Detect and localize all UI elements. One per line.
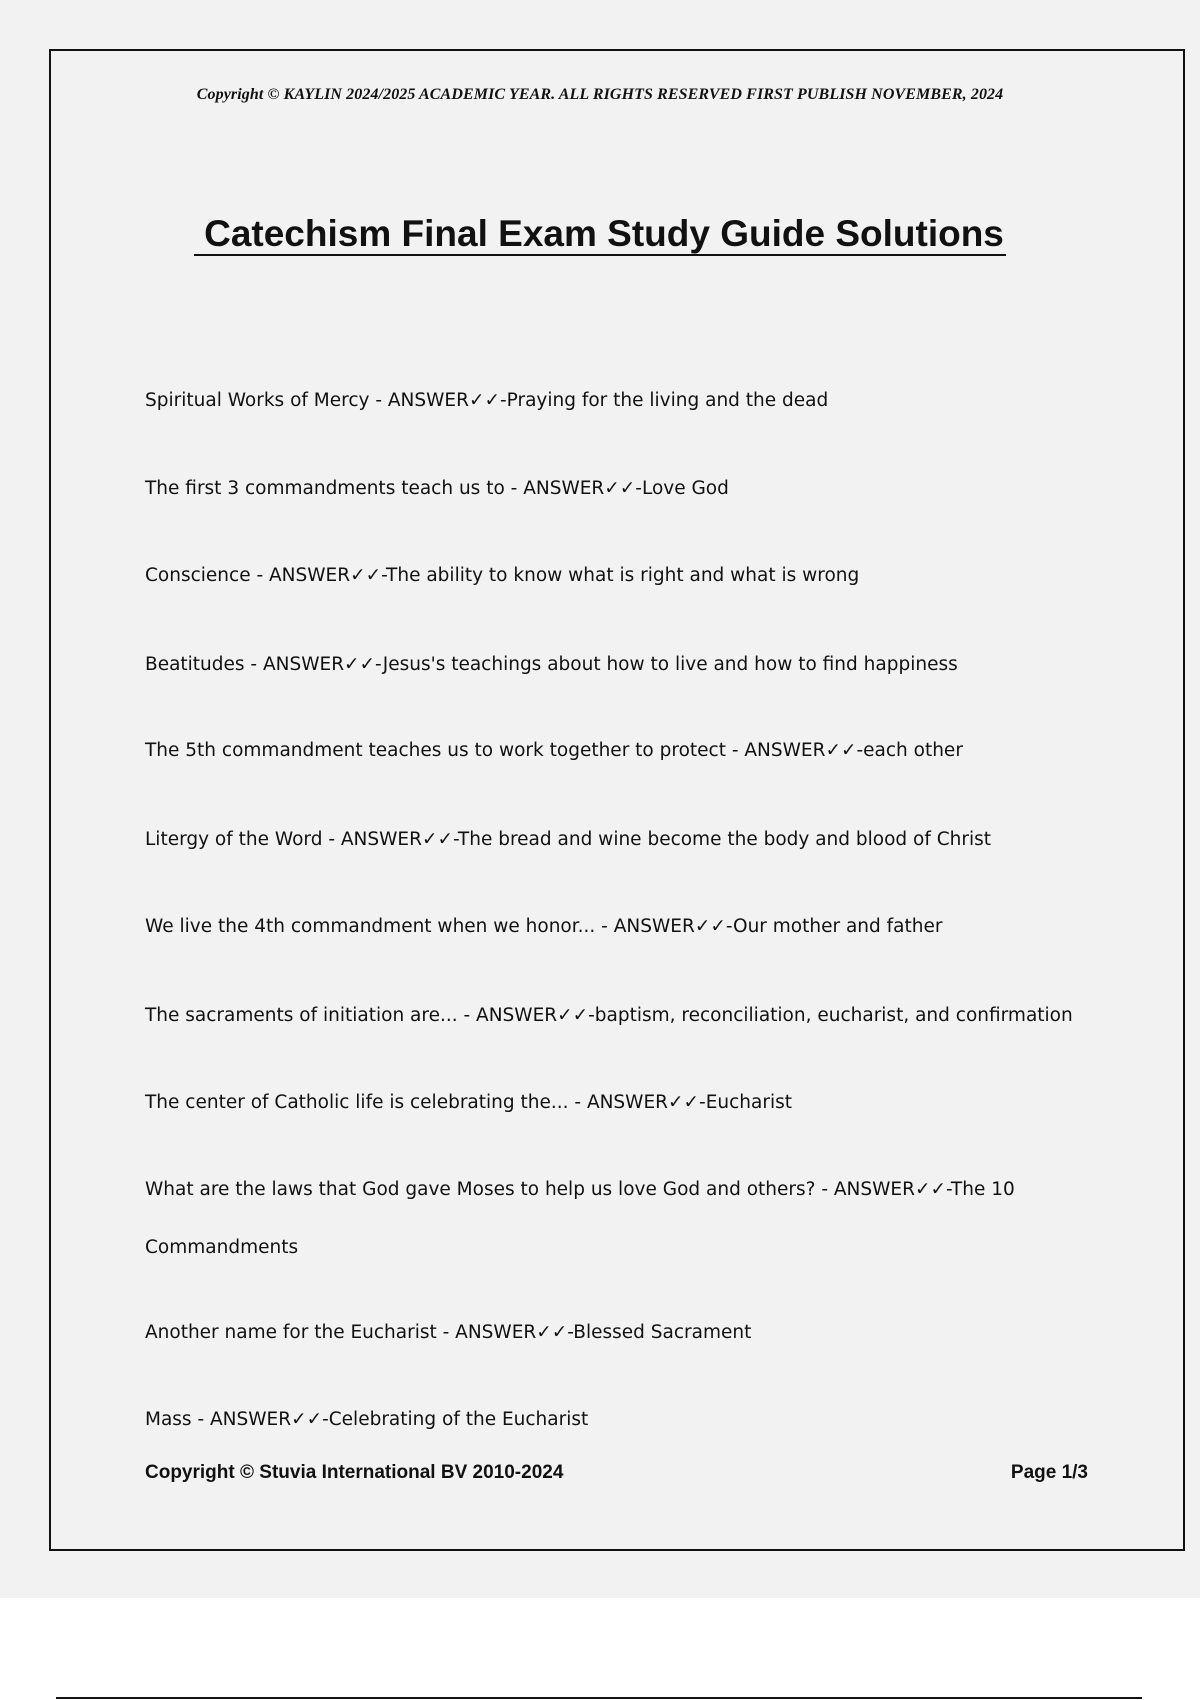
qa-item-5: The 5th commandment teaches us to work together to protect - ANSWER✓✓-each other	[145, 740, 963, 761]
header-copyright: Copyright © KAYLIN 2024/2025 ACADEMIC YEAR. ALL RIGHTS RESERVED FIRST PUBLISH NOVEMBER, 2024	[196, 86, 1004, 103]
document-title	[0, 213, 1200, 255]
qa-item-3: Conscience - ANSWER✓✓-The ability to know what is right and what is wrong	[145, 565, 860, 586]
footer-copyright: Copyright © Stuvia International BV 2010-2024	[145, 1462, 564, 1483]
qa-item-10: What are the laws that God gave Moses to help us love God and others? - ANSWER✓✓-The 10 Commandments	[145, 1179, 1015, 1258]
qa-item-8: The sacraments of initiation are... - ANSWER✓✓-baptism, reconciliation, eucharist, and confirmation	[145, 1005, 1073, 1026]
document-title-text: Catechism Final Exam Study Guide Solutions	[194, 213, 1006, 256]
next-page-rule	[56, 1697, 1142, 1699]
qa-item-1: Spiritual Works of Mercy - ANSWER✓✓-Praying for the living and the dead	[145, 390, 829, 411]
qa-item-9: The center of Catholic life is celebrating the... - ANSWER✓✓-Eucharist	[145, 1092, 792, 1113]
qa-item-12: Mass - ANSWER✓✓-Celebrating of the Eucharist	[145, 1409, 589, 1430]
qa-item-2: The first 3 commandments teach us to - ANSWER✓✓-Love God	[145, 478, 729, 499]
qa-item-11: Another name for the Eucharist - ANSWER✓✓-Blessed Sacrament	[145, 1322, 752, 1343]
qa-item-4: Beatitudes - ANSWER✓✓-Jesus's teachings about how to live and how to find happiness	[145, 654, 958, 675]
qa-item-6: Litergy of the Word - ANSWER✓✓-The bread and wine become the body and blood of Christ	[145, 829, 992, 850]
page-number: Page 1/3	[1010, 1462, 1088, 1483]
qa-item-7: We live the 4th commandment when we honor... - ANSWER✓✓-Our mother and father	[145, 916, 943, 937]
